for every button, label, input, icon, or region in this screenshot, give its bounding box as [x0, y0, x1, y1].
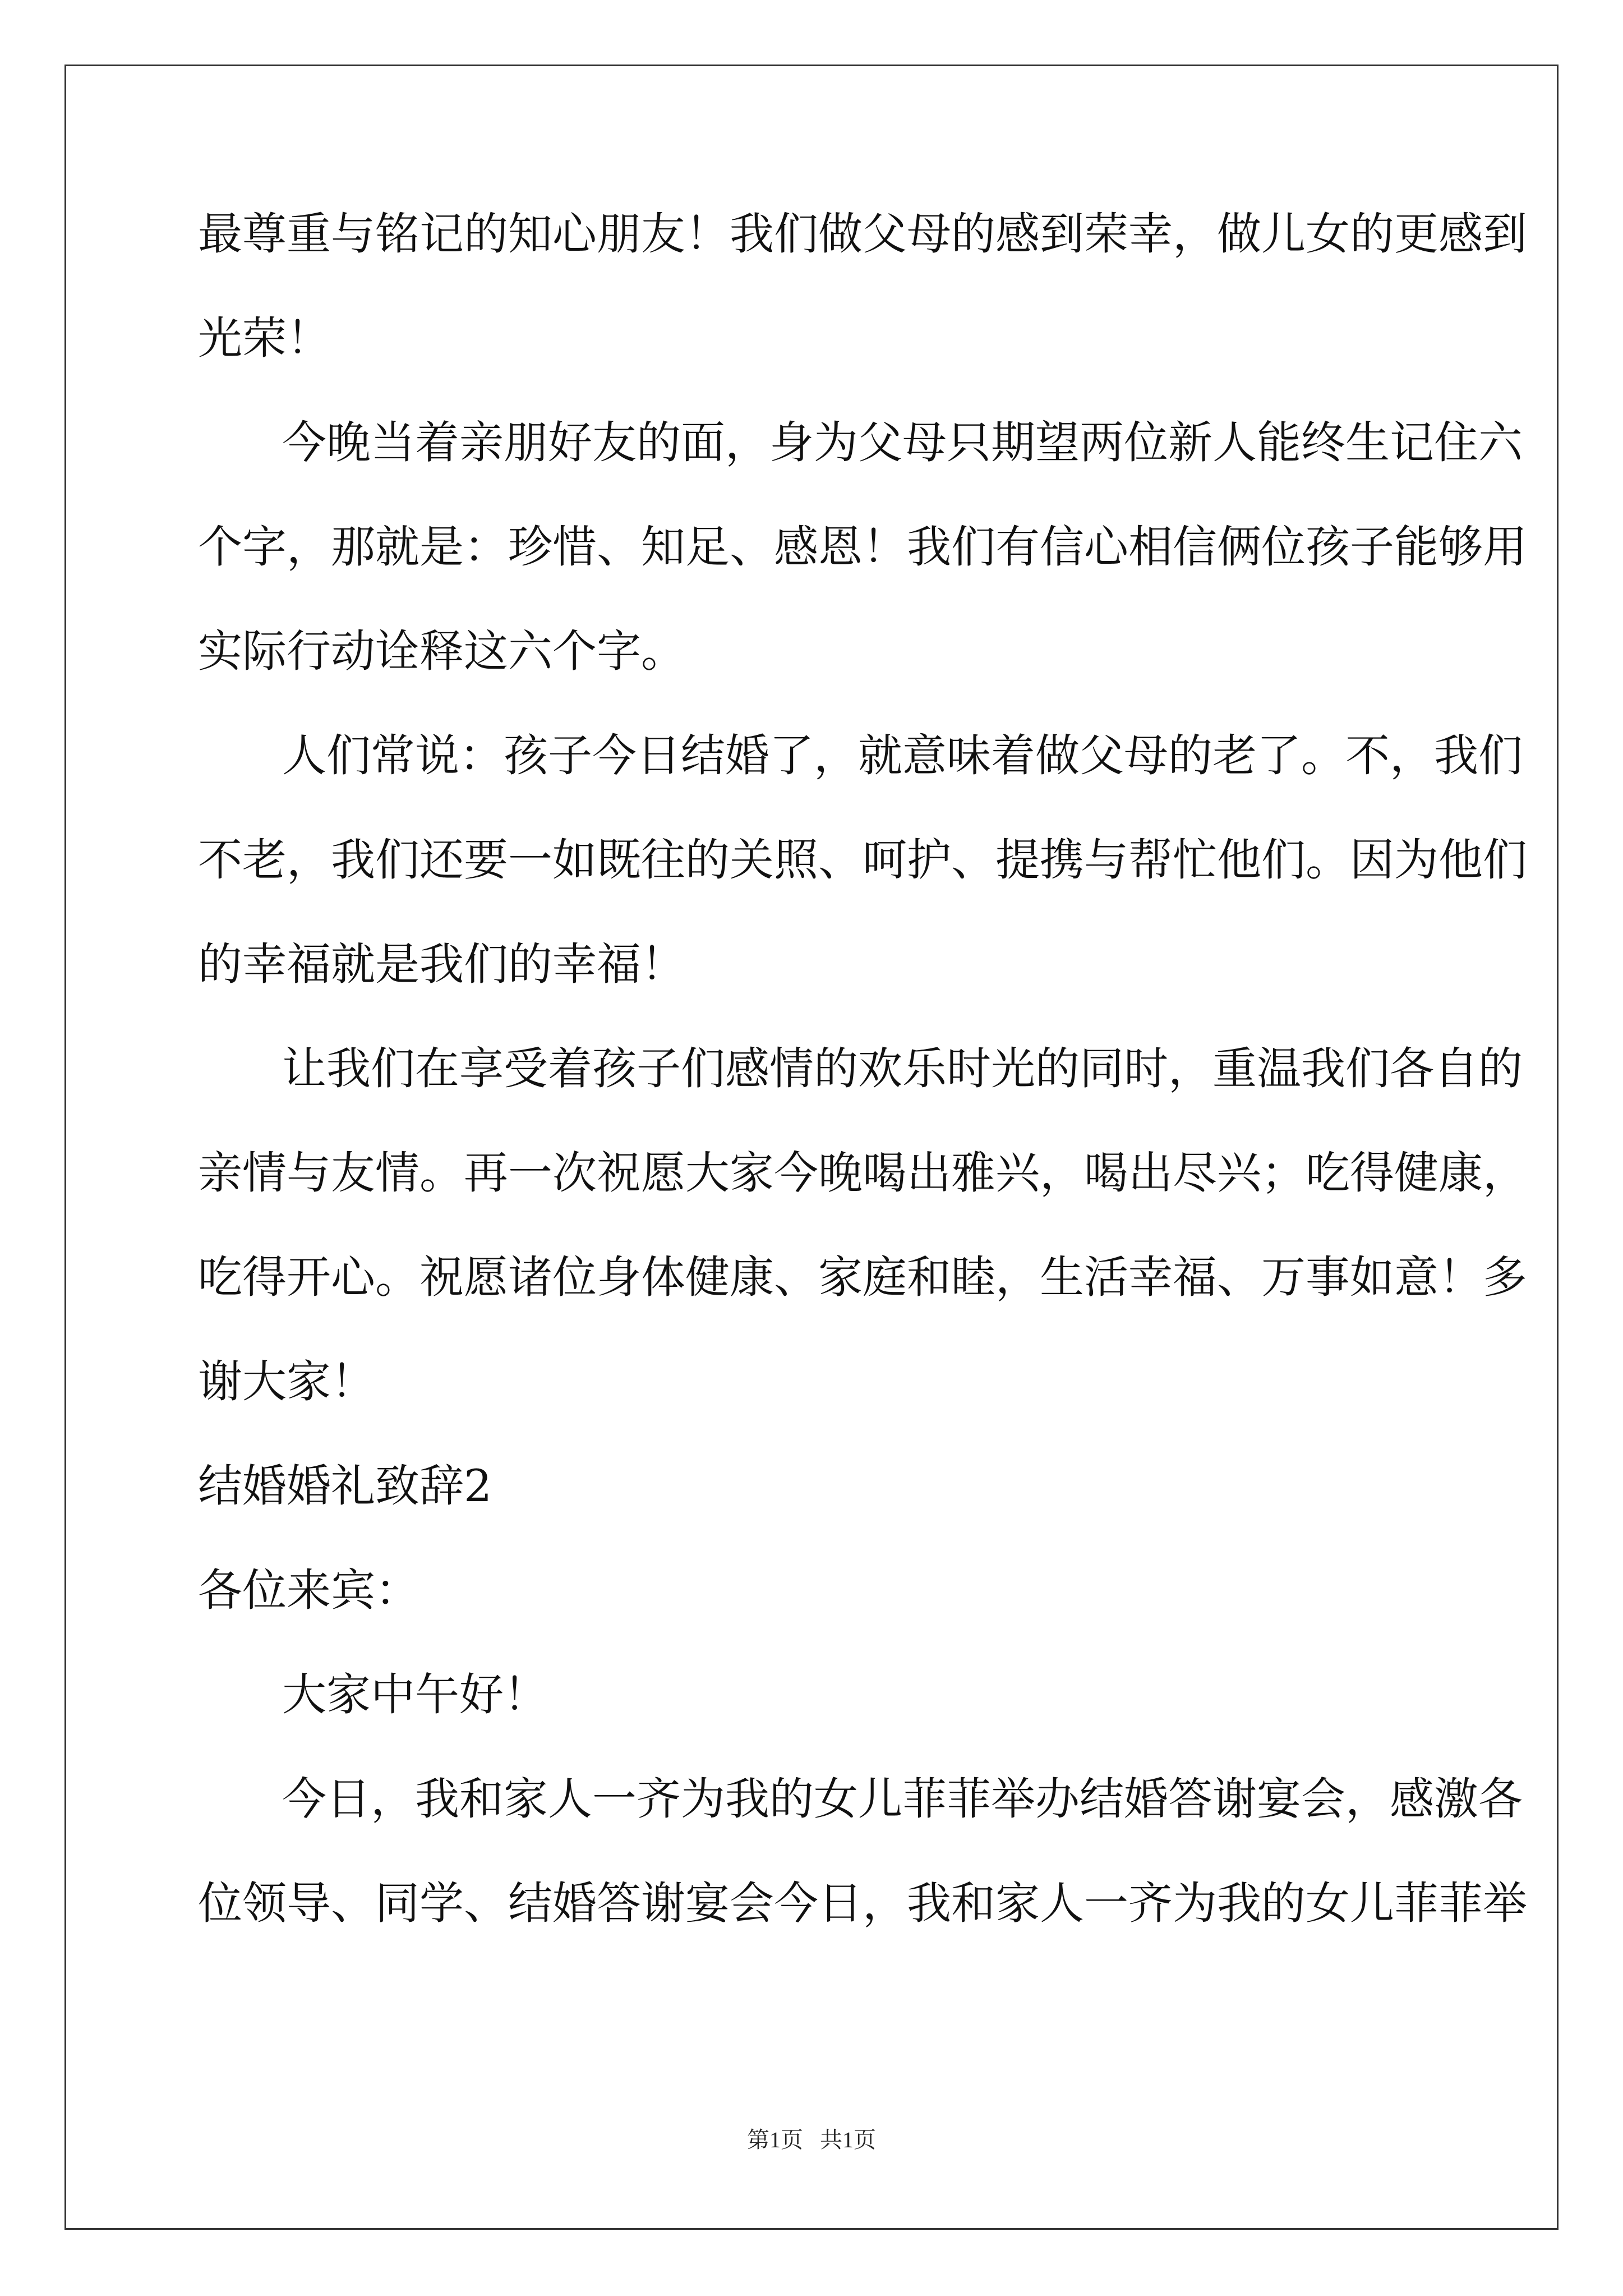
- body-line: 人们常说：孩子今日结婚了，就意味着做父母的老了。不，我们: [282, 730, 1523, 781]
- body-line: 实际行动诠释这六个字。: [198, 625, 685, 677]
- body-line: 吃得开心。祝愿诸位身体健康、家庭和睦，生活幸福、万事如意！多: [198, 1251, 1527, 1303]
- body-line: 位领导、同学、结婚答谢宴会今日，我和家人一齐为我的女儿菲菲举: [198, 1878, 1527, 1929]
- body-line: 亲情与友情。再一次祝愿大家今晚喝出雅兴，喝出尽兴；吃得健康，: [198, 1147, 1527, 1199]
- section-heading: 结婚婚礼致辞2: [198, 1460, 492, 1512]
- page-number: 第1页: [747, 2127, 803, 2152]
- body-line: 光荣！: [198, 312, 331, 364]
- body-line: 不老，我们还要一如既往的关照、呵护、提携与帮忙他们。因为他们: [198, 834, 1527, 886]
- body-line: 今日，我和家人一齐为我的女儿菲菲举办结婚答谢宴会，感激各: [282, 1773, 1523, 1825]
- body-line: 的幸福就是我们的幸福！: [198, 938, 685, 990]
- salutation: 各位来宾：: [198, 1565, 419, 1616]
- greeting: 大家中午好！: [282, 1669, 548, 1720]
- body-line: 今晚当着亲朋好友的面，身为父母只期望两位新人能终生记住六: [282, 417, 1523, 468]
- body-line: 最尊重与铭记的知心朋友！我们做父母的感到荣幸，做儿女的更感到: [198, 208, 1527, 260]
- body-line: 谢大家！: [198, 1356, 375, 1407]
- body-line: 让我们在享受着孩子们感情的欢乐时光的同时，重温我们各自的: [282, 1043, 1523, 1094]
- page-footer: [0, 2123, 1623, 2157]
- page-total: 共1页: [820, 2127, 876, 2152]
- body-line: 个字，那就是：珍惜、知足、感恩！我们有信心相信俩位孩子能够用: [198, 521, 1527, 573]
